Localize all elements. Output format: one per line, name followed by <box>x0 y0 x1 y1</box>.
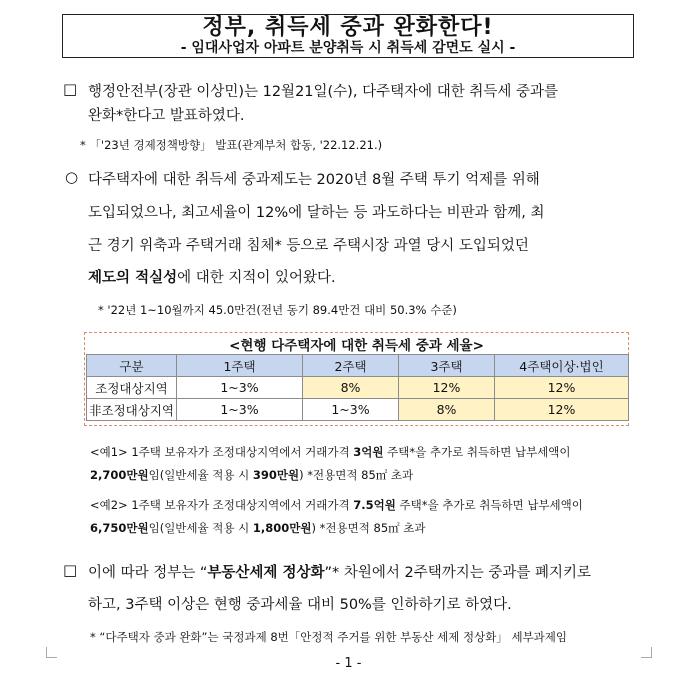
para2-line4 <box>88 266 336 287</box>
circle-bullet-icon: ○ <box>65 168 79 186</box>
example1-price: 3억원 <box>353 445 384 459</box>
example2-text: 주택*을 추가로 취득하면 납부세액이 <box>395 498 583 512</box>
table-caption: <현행 다주택자에 대한 취득세 중과 세율> <box>229 338 484 354</box>
para2-note: * '22년 1~10월까지 45.0만건(전년 동기 89.4만건 대비 50.3% 수준) <box>98 303 457 317</box>
example2-price: 7.5억원 <box>353 498 396 512</box>
example2-line2 <box>90 520 426 536</box>
table-header-cell: 3주택 <box>399 355 495 377</box>
example1-text: ) *전용면적 85㎡ 초과 <box>299 468 414 482</box>
para1-line2: 완화*한다고 발표하였다. <box>88 108 245 124</box>
para3-line1 <box>88 561 591 582</box>
example1-text: 주택*을 추가로 취득하면 납부세액이 <box>383 445 571 459</box>
para2-emphasis: 제도의 적실성 <box>88 270 178 286</box>
table-cell: 12% <box>495 399 629 421</box>
example2-text: ) *전용면적 85㎡ 초과 <box>311 521 426 535</box>
para3-line2: 하고, 3주택 이상은 현행 중과세율 대비 50%를 인하하기로 하였다. <box>88 597 512 613</box>
example2-tax: 6,750만원 <box>90 521 149 535</box>
table-cell: 1~3% <box>177 399 303 421</box>
table-header-cell: 2주택 <box>303 355 399 377</box>
table-row <box>87 399 629 421</box>
table-header-cell: 4주택이상·법인 <box>495 355 629 377</box>
para3-note: * “다주택자 중과 완화”는 국정과제 8번「안정적 주거를 위한 부동산 세제 정상화」 세부과제임 <box>90 630 568 644</box>
para2-line2: 도입되었으나, 최고세율이 12%에 달하는 등 과도하다는 비판과 함께, 최 <box>88 205 545 221</box>
example1-tax: 2,700만원 <box>90 468 149 482</box>
example1-line2 <box>90 467 413 483</box>
table-cell: 12% <box>399 377 495 399</box>
table-row <box>87 377 629 399</box>
table-cell: 1~3% <box>177 377 303 399</box>
tax-rate-table <box>86 354 629 421</box>
table-cell: 8% <box>303 377 399 399</box>
table-cell: 조정대상지역 <box>87 377 177 399</box>
table-cell: 1~3% <box>303 399 399 421</box>
example1-text: <예1> 1주택 보유자가 조정대상지역에서 거래가격 <box>90 445 354 459</box>
para2-line4-rest: 에 대한 지적이 있어왔다. <box>177 270 336 286</box>
para3-text: ”* 차원에서 2주택까지는 중과를 폐지키로 <box>324 565 592 581</box>
example1-text: 임(일반세율 적용 시 <box>148 468 253 482</box>
page-subtitle: - 임대사업자 아파트 분양취득 시 취득세 감면도 실시 - <box>180 40 516 56</box>
para3-emphasis: 부동산세제 정상화 <box>207 565 325 581</box>
square-bullet-icon: □ <box>63 80 78 98</box>
example2-text: 임(일반세율 적용 시 <box>148 521 253 535</box>
table-header-row <box>87 355 629 377</box>
table-cell: 12% <box>495 377 629 399</box>
example1-general-tax: 390만원 <box>252 468 300 482</box>
para1-line1: 행정안전부(장관 이상민)는 12월21일(수), 다주택자에 대한 취득세 중과를 <box>88 84 558 100</box>
example2-line1 <box>90 497 583 513</box>
example2-general-tax: 1,800만원 <box>252 521 312 535</box>
table-header-cell: 구분 <box>87 355 177 377</box>
title-box <box>62 14 634 58</box>
square-bullet-icon: □ <box>63 561 78 579</box>
para2-line1: 다주택자에 대한 취득세 중과제도는 2020년 8월 주택 투기 억제를 위해 <box>88 172 540 188</box>
page-number: - 1 - <box>335 656 362 671</box>
example2-text: <예2> 1주택 보유자가 조정대상지역에서 거래가격 <box>90 498 354 512</box>
example1-line1 <box>90 444 571 460</box>
para3-text: 이에 따라 정부는 “ <box>88 565 208 581</box>
table-header-cell: 1주택 <box>177 355 303 377</box>
para1-note: * 「'23년 경제정책방향」 발표(관계부처 합동, '22.12.21.) <box>80 138 383 152</box>
page-title: 정부, 취득세 중과 완화한다! <box>202 15 494 40</box>
table-cell: 非조정대상지역 <box>87 399 177 421</box>
table-cell: 8% <box>399 399 495 421</box>
para2-line3: 근 경기 위축과 주택거래 침체* 등으로 주택시장 과열 당시 도입되었던 <box>88 238 529 254</box>
